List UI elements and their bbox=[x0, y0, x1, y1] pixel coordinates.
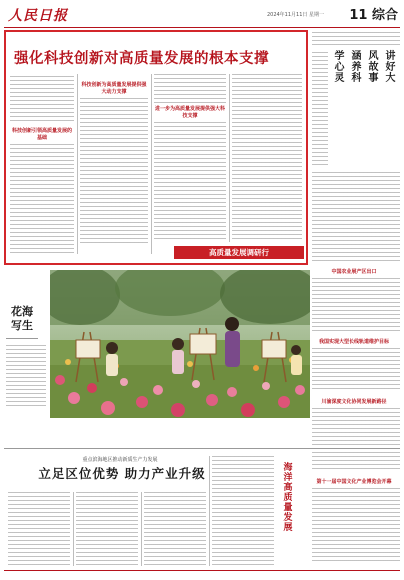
page-footer bbox=[4, 570, 400, 578]
paper-name: 人民日报 bbox=[8, 8, 68, 24]
bottom-body-text bbox=[76, 492, 138, 566]
feature-section-head: 科技创新引领高质量发展的基础 bbox=[11, 128, 72, 141]
right-body-text bbox=[312, 488, 400, 564]
masthead-rule bbox=[4, 27, 400, 28]
right-body-text bbox=[312, 240, 400, 264]
bottom-kicker: 重点滨海地区推动新质生产力发展 bbox=[82, 457, 158, 463]
headline-line: 讲好大 bbox=[383, 50, 394, 83]
feature-body-text bbox=[154, 122, 226, 242]
right-section-head: 第十一届中国文化产业博览会开幕 bbox=[316, 479, 392, 485]
right-section-head: 中国农业展产区出口 bbox=[331, 269, 377, 275]
column-divider bbox=[209, 456, 210, 566]
bottom-body-text bbox=[144, 492, 206, 566]
column-divider bbox=[141, 492, 142, 566]
headline-line: 风故事 bbox=[366, 50, 377, 83]
feature-body-text bbox=[80, 98, 148, 246]
right-body-text bbox=[312, 348, 400, 392]
feature-section-head: 科技创新为高质量发展提供强大动力支撑 bbox=[81, 82, 147, 95]
right-body-text bbox=[312, 408, 400, 472]
feature-banner: 高质量发展调研行 bbox=[174, 246, 304, 259]
vertical-headline-text: 海洋高质量发展 bbox=[281, 462, 292, 532]
photo-caption-text bbox=[6, 345, 46, 407]
headline-line: 涵养科 bbox=[349, 50, 360, 83]
right-section-head: 川渝深度文化协同发展新路径 bbox=[321, 399, 387, 405]
bottom-vertical-headline bbox=[278, 462, 296, 562]
photo-side-title: 花海写生 bbox=[11, 305, 33, 332]
right-body-text bbox=[312, 278, 400, 332]
column-divider bbox=[229, 74, 230, 242]
right-vertical-headline bbox=[330, 50, 396, 170]
feature-headline: 强化科技创新对高质量发展的根本支撑 bbox=[14, 50, 269, 67]
feature-body-text bbox=[154, 74, 226, 104]
issue-date: 2024年11月11日 星期一 bbox=[266, 12, 324, 18]
right-section-head: 我国实现大型长线轨道维护目标 bbox=[318, 339, 389, 345]
feature-section-head: 进一步为高质量发展提供强大科技支撑 bbox=[154, 106, 225, 119]
bottom-headline: 立足区位优势 助力产业升级 bbox=[38, 466, 206, 481]
right-body-text bbox=[312, 52, 328, 168]
flower-field-photo bbox=[50, 270, 310, 418]
column-divider bbox=[151, 74, 152, 254]
section-rule bbox=[4, 448, 400, 449]
feature-body-text bbox=[10, 76, 74, 124]
page-label: 11 综合 bbox=[349, 8, 398, 23]
photo-side-rule bbox=[6, 338, 38, 339]
headline-line: 学心灵 bbox=[332, 50, 343, 83]
right-kicker-text bbox=[312, 32, 400, 46]
feature-body-text bbox=[10, 144, 74, 254]
right-body-text bbox=[312, 172, 400, 238]
column-divider bbox=[73, 492, 74, 566]
feature-body-text bbox=[232, 74, 302, 242]
bottom-body-text bbox=[212, 456, 274, 566]
column-divider bbox=[77, 74, 78, 254]
bottom-body-text bbox=[8, 492, 70, 566]
flower-field-photo-image bbox=[50, 270, 310, 418]
